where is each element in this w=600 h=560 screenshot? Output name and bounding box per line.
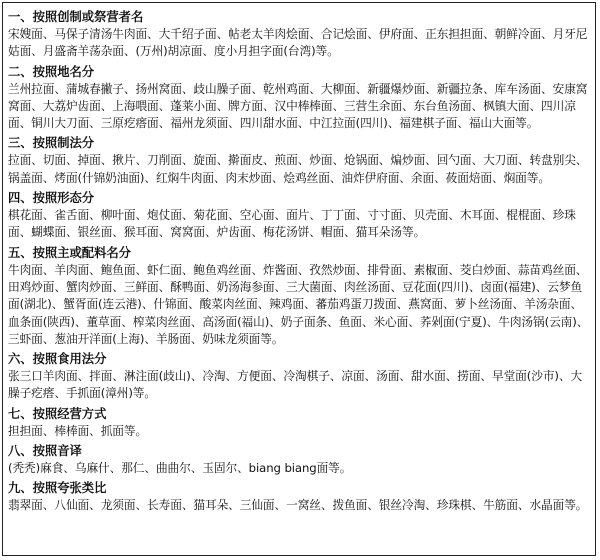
section-9 bbox=[8, 480, 590, 514]
section-body: 担担面、棒棒面、抓面等。 bbox=[8, 423, 148, 438]
section-heading: 三、按照制法分 bbox=[8, 136, 95, 151]
section-3 bbox=[8, 135, 590, 187]
section-7 bbox=[8, 406, 590, 440]
section-6 bbox=[8, 351, 590, 403]
section-5 bbox=[8, 245, 590, 348]
section-body: 牛肉面、羊肉面、鲍鱼面、虾仁面、鲍鱼鸡丝面、炸酱面、孜然炒面、排骨面、素椒面、茭白炒面、蒜苗鸡丝面、田鸡炒面、蟹肉炒面、三鲜面、酥鸭面、奶汤海参面、三大菌面、肉丝汤面、豆花面(四川)、卤面(福建)、云梦鱼面(湖北)、蟹胥面(连云港)、什锦面、酸菜肉丝面、辣鸡面、蕃茄鸡蛋刀拨面、燕窝面、萝卜丝汤面、羊汤杂面、血条面(陕西)、董草面、榨菜肉丝面、高汤面(福山)、奶子面条、鱼面、米心面、荞剁面(宁夏)、牛肉汤锅(云南)、三虾面、葱油开洋面(上海)、羊肠面、奶味龙须面等。 bbox=[8, 262, 589, 346]
section-heading: 五、按照主或配料名分 bbox=[8, 245, 131, 260]
section-body: 翡翠面、八仙面、龙须面、长寿面、猫耳朵、三仙面、一窝丝、拨鱼面、银丝冷淘、珍珠棋、牛筋面、水晶面等。 bbox=[8, 498, 588, 513]
section-body: 兰州拉面、蒲城春撇子、扬州窝面、歧山臊子面、乾州鸡面、大柳面、新疆爆炒面、新疆拉条、库车汤面、安康窝窝面、大荔炉齿面、上海喂面、蓬莱小面、牌方面、汉中棒棒面、三营生余面、东台鱼汤面、枫镇大面、四川凉面、铜川大刀面、三原疙瘩面、福州龙须面、四川甜水面、中江拉面(四川)、福建棋子面、福山大面等。 bbox=[8, 81, 588, 131]
section-body: (秃秃)麻食、乌麻什、那仁、曲曲尔、玉固尔、biang biang面等。 bbox=[8, 461, 352, 476]
section-4 bbox=[8, 190, 590, 242]
section-heading: 二、按照地名分 bbox=[8, 64, 95, 79]
section-body: 宋嫂面、马保子清汤牛肉面、大千绍子面、帖老太羊肉烩面、合记烩面、伊府面、正东担担面、朝鲜冷面、月牙尼姑面、月盛斋羊荡杂面、(万州)胡凉面、度小月担字面(台湾)等。 bbox=[8, 27, 588, 59]
section-2 bbox=[8, 64, 590, 133]
noodle-classification-document bbox=[2, 2, 596, 556]
section-1 bbox=[8, 9, 590, 61]
section-body: 张三口羊肉面、拌面、淋注面(歧山)、冷淘、方便面、冷淘棋子、凉面、汤面、甜水面、捞面、早堂面(沙市)、大臊子疙瘩、手抓面(漳州)等。 bbox=[8, 369, 583, 401]
section-8 bbox=[8, 443, 590, 477]
section-heading: 九、按照夸张类比 bbox=[8, 481, 107, 496]
section-heading: 八、按照音译 bbox=[8, 444, 82, 459]
section-heading: 一、按照创制或祭营者名 bbox=[8, 10, 144, 24]
section-heading: 七、按照经营方式 bbox=[8, 406, 107, 421]
section-body: 棋花面、雀舌面、柳叶面、炮仗面、菊花面、空心面、面片、丁丁面、寸寸面、贝壳面、木耳面、棍棍面、珍珠面、蝴蝶面、银丝面、猴耳面、窝窝面、炉齿面、梅花汤饼、帽面、猫耳朵汤等。 bbox=[8, 208, 576, 240]
section-body: 拉面、切面、掉面、揪片、刀削面、旋面、擀面皮、煎面、炒面、炝锅面、煸炒面、回勺面、大刀面、转盘别尖、锅盖面、烤面(什锦奶油面)、红焖牛肉面、肉末炒面、烩鸡丝面、油炸伊府面、余面、莜面焙面、焖面等。 bbox=[8, 153, 588, 185]
section-heading: 四、按照形态分 bbox=[8, 191, 95, 206]
section-heading: 六、按照食用法分 bbox=[8, 352, 107, 367]
